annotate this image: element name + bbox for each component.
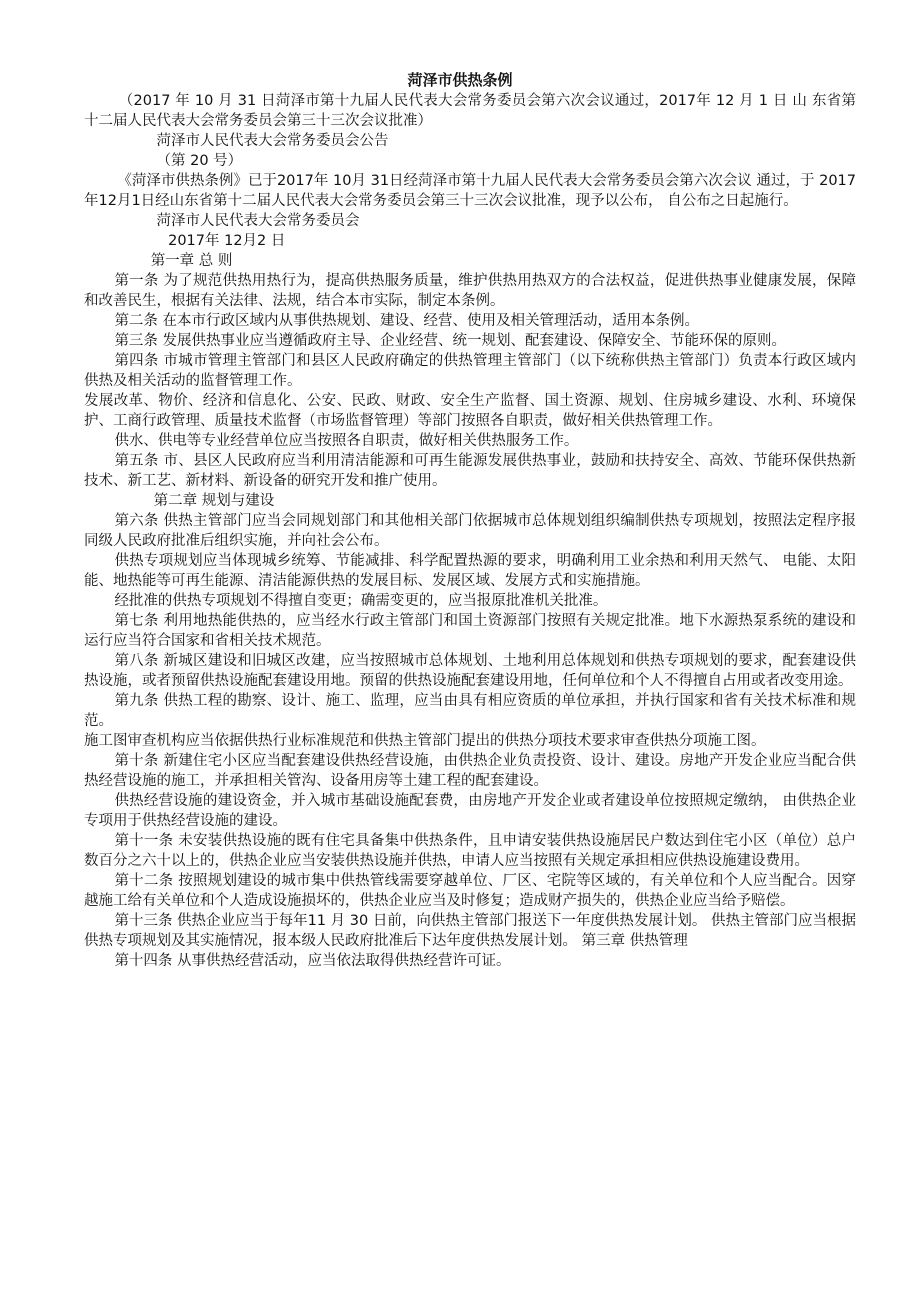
article-paragraph: 第十条 新建住宅小区应当配套建设供热经营设施，由供热企业负责投资、设计、建设。房地产开发企业应当配合供热经营设施的施工，并承担相关管沟、设备用房等土建工程的配套建设。	[84, 753, 856, 789]
article-paragraph: 供热专项规划应当体现城乡统筹、节能减排、科学配置热源的要求，明确利用工业余热和利用天然气、 电能、太阳能、地热能等可再生能源、清洁能源供热的发展目标、发展区域、发展方式和实施措施。	[84, 553, 856, 589]
chapter-heading: 第一章 总 则	[150, 253, 233, 269]
announcement-number: （第 20 号）	[156, 153, 243, 169]
article-paragraph: 第六条 供热主管部门应当会同规划部门和其他相关部门依据城市总体规划组织编制供热专项规划，按照法定程序报同级人民政府批准后组织实施，并向社会公布。	[84, 513, 856, 549]
article-paragraph: 第十三条 供热企业应当于每年11 月 30 日前，向供热主管部门报送下一年度供热发展计划。 供热主管部门应当根据供热专项规划及其实施情况，报本级人民政府批准后下达年度供热发展计划。 第三章 供热管理	[84, 913, 856, 949]
article-paragraph: 第五条 市、县区人民政府应当利用清洁能源和可再生能源发展供热事业，鼓励和扶持安全、高效、节能环保供热新技术、新工艺、新材料、新设备的研究开发和推广使用。	[84, 453, 856, 489]
article-paragraph: 第二条 在本市行政区域内从事供热规划、建设、经营、使用及相关管理活动，适用本条例。	[114, 313, 700, 329]
article-paragraph: 第十一条 未安装供热设施的既有住宅具备集中供热条件，且申请安装供热设施居民户数达到住宅小区（单位）总户数百分之六十以上的，供热企业应当安装供热设施并供热，申请人应当按照有关规定承担相应供热设施建设费用。	[84, 833, 856, 869]
chapter-heading: 第二章 规划与建设	[153, 493, 275, 509]
document-title: 菏泽市供热条例	[407, 71, 513, 89]
article-paragraph: 第七条 利用地热能供热的，应当经水行政主管部门和国土资源部门按照有关规定批准。地下水源热泵系统的建设和运行应当符合国家和省相关技术规范。	[84, 613, 856, 649]
article-paragraph: 第八条 新城区建设和旧城区改建，应当按照城市总体规划、土地利用总体规划和供热专项规划的要求，配套建设供热设施，或者预留供热设施配套建设用地。预留的供热设施配套建设用地，任何单位和个人不得擅自占用或者改变用途。	[84, 653, 856, 689]
document-body	[84, 91, 856, 971]
article-paragraph: 第十四条 从事供热经营活动，应当依法取得供热经营许可证。	[114, 953, 511, 969]
article-paragraph: 施工图审查机构应当依据供热行业标准规范和供热主管部门提出的供热分项技术要求审查供热分项施工图。	[84, 733, 766, 749]
issuer-signature: 菏泽市人民代表大会常务委员会	[156, 213, 360, 229]
issue-date: 2017年 12月2 日	[168, 233, 286, 249]
article-paragraph: 发展改革、物价、经济和信息化、公安、民政、财政、安全生产监督、国土资源、规划、住房城乡建设、水利、环境保护、工商行政管理、质量技术监督（市场监督管理）等部门按照各自职责，做好相关供热管理工作。	[84, 393, 856, 429]
article-paragraph: 第三条 发展供热事业应当遵循政府主导、企业经营、统一规划、配套建设、保障安全、节能环保的原则。	[114, 333, 787, 349]
announcement-body: 《菏泽市供热条例》已于2017年 10月 31日经菏泽市第十九届人民代表大会常务委员会第六次会议 通过，于 2017年12月1日经山东省第十二届人民代表大会常务委员会第三十三次会议批准，现予以公布， 自公布之日起施行。	[84, 173, 856, 209]
article-paragraph: 供热经营设施的建设资金，并入城市基础设施配套费，由房地产开发企业或者建设单位按照规定缴纳， 由供热企业专项用于供热经营设施的建设。	[84, 793, 856, 829]
article-paragraph: 供水、供电等专业经营单位应当按照各自职责，做好相关供热服务工作。	[114, 433, 579, 449]
preamble-paragraph: （2017 年 10 月 31 日菏泽市第十九届人民代表大会常务委员会第六次会议通过，2017年 12 月 1 日 山 东省第十二届人民代表大会常务委员会第三十三次会议批准）	[84, 93, 856, 129]
article-paragraph: 经批准的供热专项规划不得擅自变更；确需变更的，应当报原批准机关批准。	[114, 593, 608, 609]
announcement-heading: 菏泽市人民代表大会常务委员会公告	[156, 133, 389, 149]
article-paragraph: 第一条 为了规范供热用热行为，提高供热服务质量，维护供热用热双方的合法权益，促进供热事业健康发展，保障和改善民生，根据有关法律、法规，结合本市实际，制定本条例。	[84, 273, 856, 309]
article-paragraph: 第九条 供热工程的勘察、设计、施工、监理，应当由具有相应资质的单位承担，并执行国家和省有关技术标准和规范。	[84, 693, 856, 729]
article-paragraph: 第十二条 按照规划建设的城市集中供热管线需要穿越单位、厂区、宅院等区域的，有关单位和个人应当配合。因穿越施工给有关单位和个人造成设施损坏的，供热企业应当及时修复；造成财产损失的，供热企业应当给予赔偿。	[84, 873, 856, 909]
article-paragraph: 第四条 市城市管理主管部门和县区人民政府确定的供热管理主管部门（以下统称供热主管部门）负责本行政区域内供热及相关活动的监督管理工作。	[84, 353, 856, 389]
